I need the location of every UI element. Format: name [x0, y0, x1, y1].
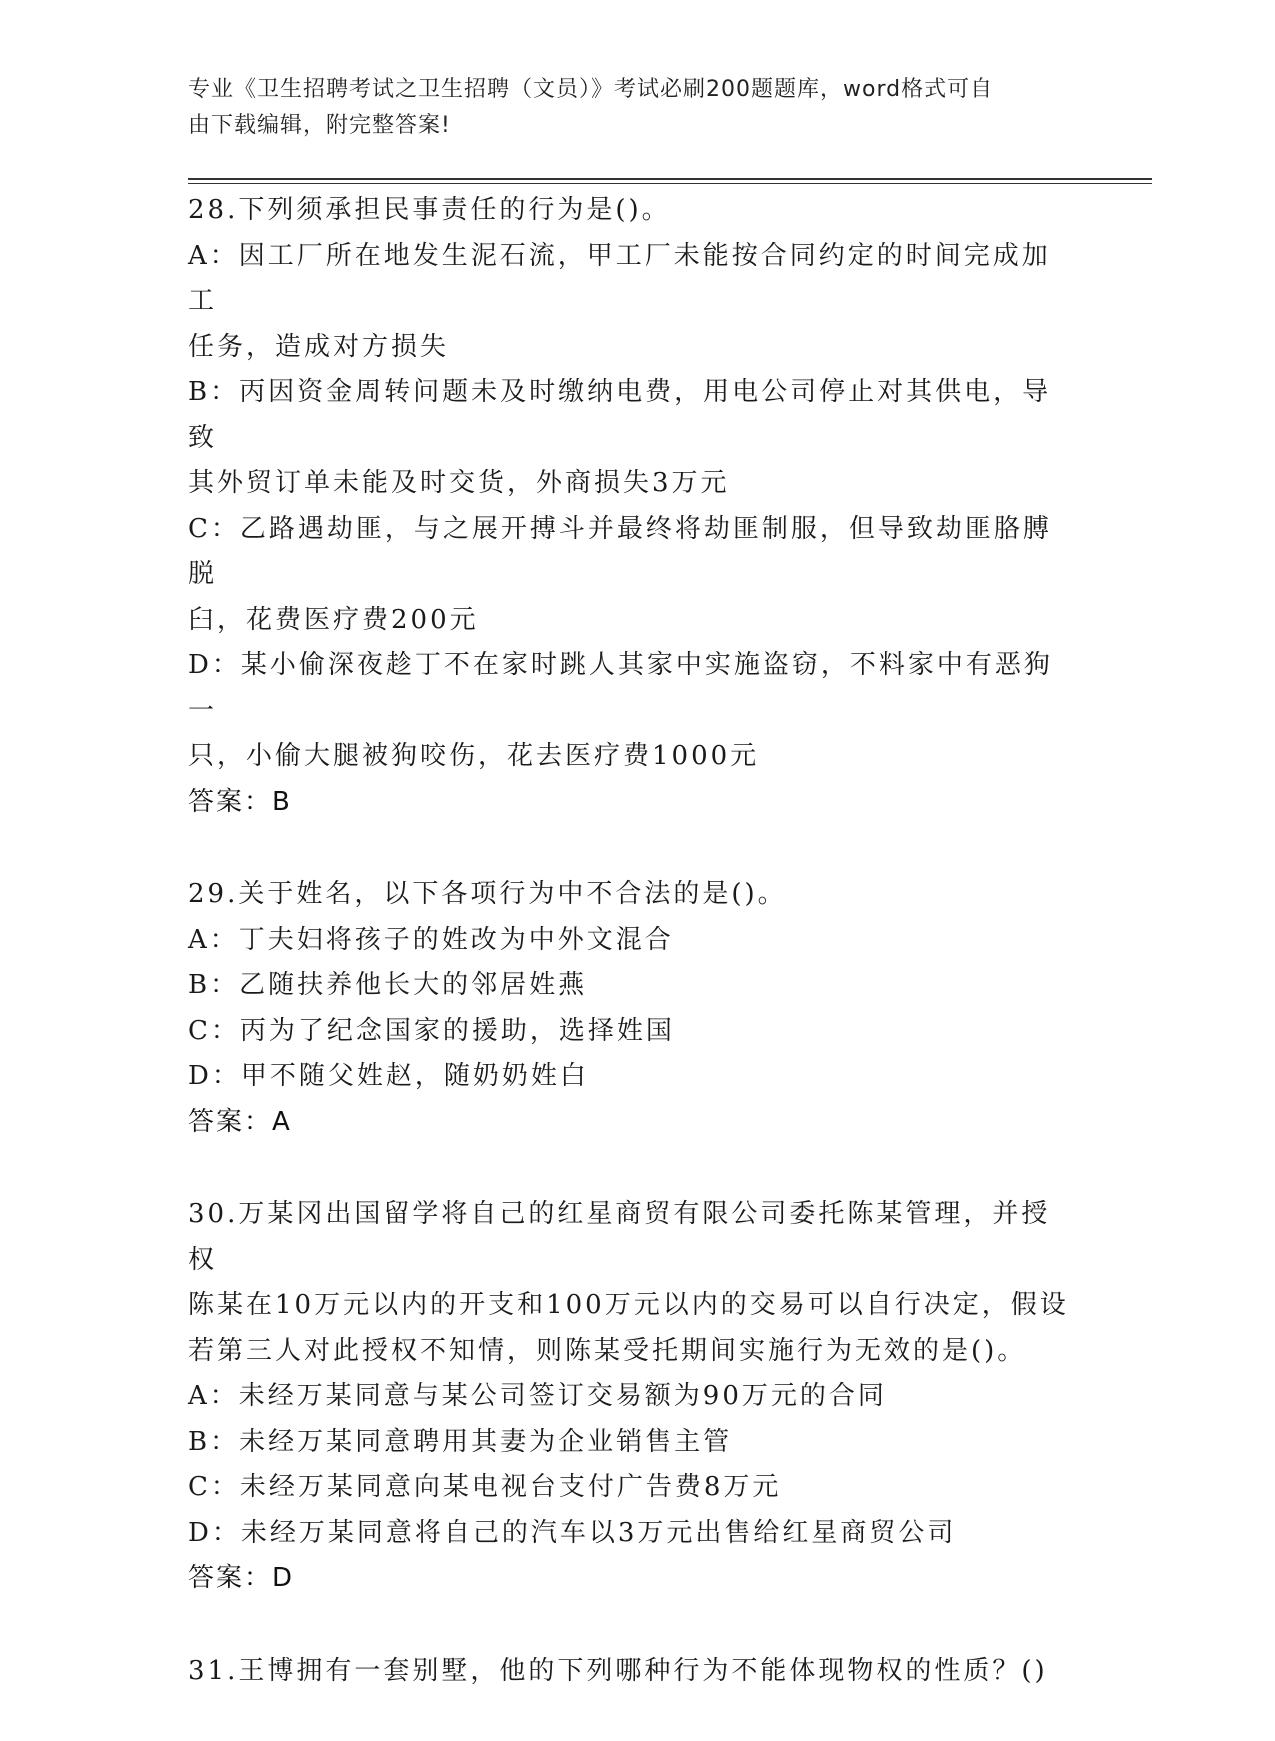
- option-d-continued: 只，小偷大腿被狗咬伤，花去医疗费1000元: [188, 741, 760, 771]
- question-30: [188, 1192, 1078, 1602]
- option-c-continued: 臼，花费医疗费200元: [188, 604, 479, 635]
- question-stem-continued: 陈某在10万元以内的开支和100万元以内的交易可以自行决定，假设: [188, 1290, 1069, 1320]
- option-c: C：丙为了纪念国家的援助，选择姓国: [188, 1015, 675, 1046]
- header-divider-thin: [188, 183, 1152, 184]
- option-d: D：某小偷深夜趁丁不在家时跳人其家中实施盗窃，不料家中有恶狗一: [188, 650, 1053, 726]
- option-b: B：丙因资金周转问题未及时缴纳电费，用电公司停止对其供电，导致: [188, 377, 1052, 453]
- answer-line: 答案：D: [188, 1563, 295, 1593]
- question-stem-continued: 若第三人对此授权不知情，则陈某受托期间实施行为无效的是()。: [188, 1335, 1027, 1366]
- header-divider-thick: [188, 178, 1152, 180]
- option-b-continued: 其外贸订单未能及时交货，外商损失3万元: [188, 468, 730, 498]
- question-stem: 30.万某冈出国留学将自己的红星商贸有限公司委托陈某管理，并授权: [188, 1199, 1051, 1275]
- question-stem: 31.王博拥有一套别墅，他的下列哪种行为不能体现物权的性质？(): [188, 1655, 1048, 1686]
- question-stem: 28.下列须承担民事责任的行为是()。: [188, 195, 671, 225]
- option-c: C：乙路遇劫匪，与之展开搏斗并最终将劫匪制服，但导致劫匪胳膊脱: [188, 513, 1052, 589]
- header-line-1: 专业《卫生招聘考试之卫生招聘（文员）》考试必刷200题题库，word格式可自: [188, 77, 994, 102]
- answer-line: 答案：A: [188, 1106, 292, 1137]
- option-d: D：甲不随父姓赵，随奶奶姓白: [188, 1061, 589, 1091]
- question-31: [188, 1649, 1078, 1695]
- question-list: [188, 188, 1078, 1741]
- question-29: [188, 872, 1078, 1145]
- option-b: B：未经万某同意聘用其妻为企业销售主管: [188, 1426, 733, 1457]
- option-a: A：未经万某同意与某公司签订交易额为90万元的合同: [188, 1381, 887, 1411]
- question-stem: 29.关于姓名，以下各项行为中不合法的是()。: [188, 879, 787, 909]
- option-a: A：丁夫妇将孩子的姓改为中外文混合: [188, 924, 674, 955]
- question-28: [188, 188, 1078, 825]
- option-d: D：未经万某同意将自己的汽车以3万元出售给红星商贸公司: [188, 1517, 957, 1548]
- answer-line: 答案：B: [188, 786, 292, 817]
- document-header: [188, 72, 1068, 144]
- header-line-2: 由下载编辑，附完整答案!: [188, 113, 451, 138]
- option-a-continued: 任务，造成对方损失: [188, 331, 450, 362]
- option-b: B：乙随扶养他长大的邻居姓燕: [188, 970, 588, 1000]
- option-a: A：因工厂所在地发生泥石流，甲工厂未能按合同约定的时间完成加工: [188, 240, 1051, 316]
- option-c: C：未经万某同意向某电视台支付广告费8万元: [188, 1472, 782, 1502]
